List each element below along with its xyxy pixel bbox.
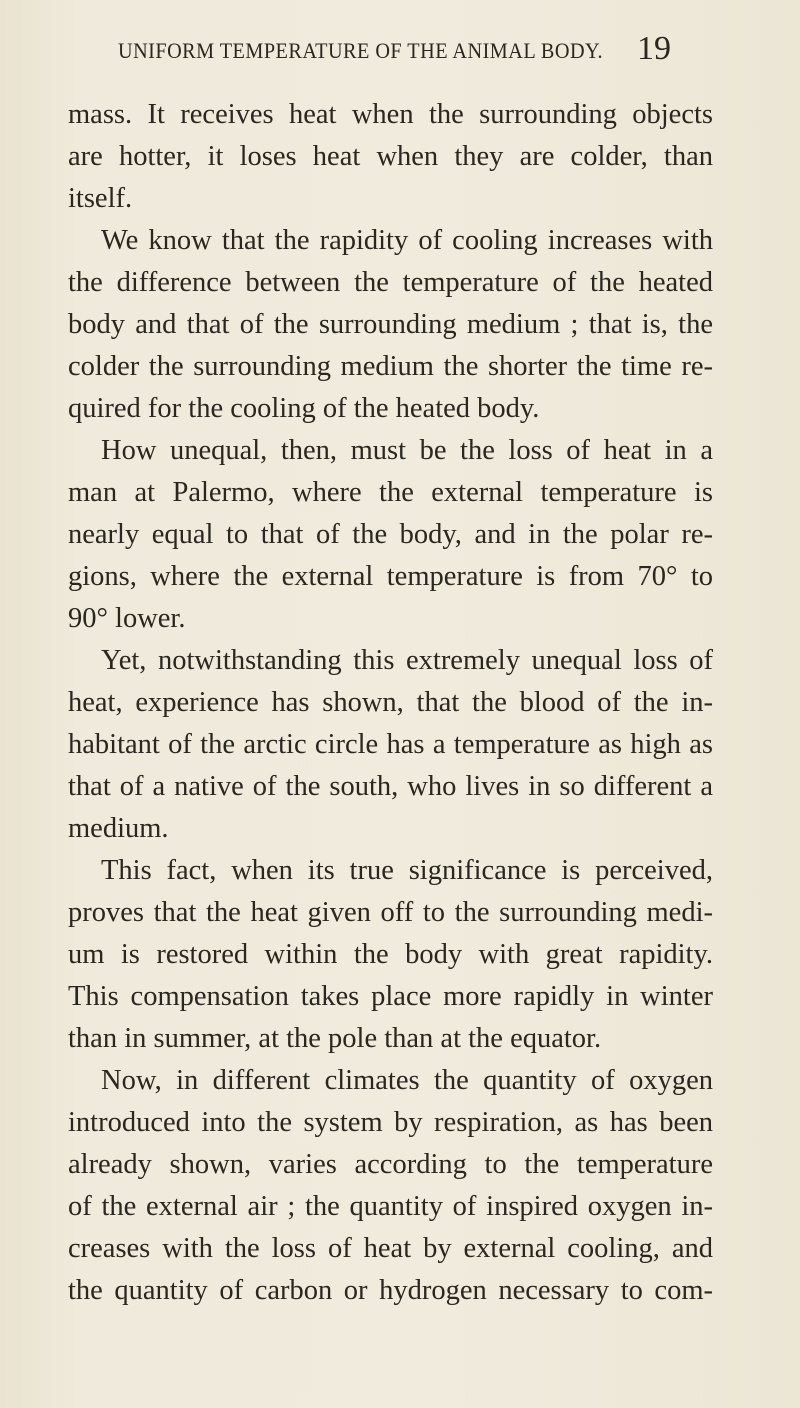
text-line: are hotter, it loses heat when they are colder, than	[68, 141, 713, 172]
text-line: introduced into the system by respiration, as has been	[68, 1107, 713, 1138]
text-line: that of a native of the south, who lives in so different a	[68, 771, 713, 802]
text-line: heat, experience has shown, that the blood of the in-	[68, 687, 713, 718]
text-line: already shown, varies according to the temperature	[68, 1149, 713, 1180]
text-line: mass. It receives heat when the surrounding objects	[68, 99, 713, 130]
running-head	[0, 30, 800, 76]
paragraph-first-line: Now, in different climates the quantity of oxygen	[101, 1065, 713, 1096]
text-line: medium.	[68, 813, 169, 844]
paragraph-first-line: We know that the rapidity of cooling increases with	[101, 225, 713, 256]
paragraph-first-line: How unequal, then, must be the loss of heat in a	[101, 435, 713, 466]
text-line: the quantity of carbon or hydrogen necessary to com-	[68, 1275, 713, 1306]
text-line: This compensation takes place more rapidly in winter	[68, 981, 713, 1012]
text-line: colder the surrounding medium the shorter the time re-	[68, 351, 713, 382]
text-line: creases with the loss of heat by external cooling, and	[68, 1233, 713, 1264]
text-line: of the external air ; the quantity of inspired oxygen in-	[68, 1191, 713, 1222]
text-line: than in summer, at the pole than at the equator.	[68, 1023, 602, 1054]
text-line: itself.	[68, 183, 133, 214]
text-line: nearly equal to that of the body, and in the polar re-	[68, 519, 713, 550]
text-line: gions, where the external temperature is from 70° to	[68, 561, 713, 592]
text-line: body and that of the surrounding medium ; that is, the	[68, 309, 713, 340]
text-line: um is restored within the body with great rapidity.	[68, 939, 713, 970]
text-line: habitant of the arctic circle has a temperature as high as	[68, 729, 713, 760]
text-line: the difference between the temperature of the heated	[68, 267, 713, 298]
paragraph-first-line: This fact, when its true significance is perceived,	[101, 855, 713, 886]
text-line: 90° lower.	[68, 603, 186, 634]
text-line: man at Palermo, where the external temperature is	[68, 477, 713, 508]
page-number: 19	[637, 30, 671, 67]
paragraph-first-line: Yet, notwithstanding this extremely unequal loss of	[101, 645, 713, 676]
text-line: quired for the cooling of the heated body.	[68, 393, 540, 424]
text-line: proves that the heat given off to the surrounding medi-	[68, 897, 713, 928]
running-title: UNIFORM TEMPERATURE OF THE ANIMAL BODY.	[118, 38, 604, 63]
